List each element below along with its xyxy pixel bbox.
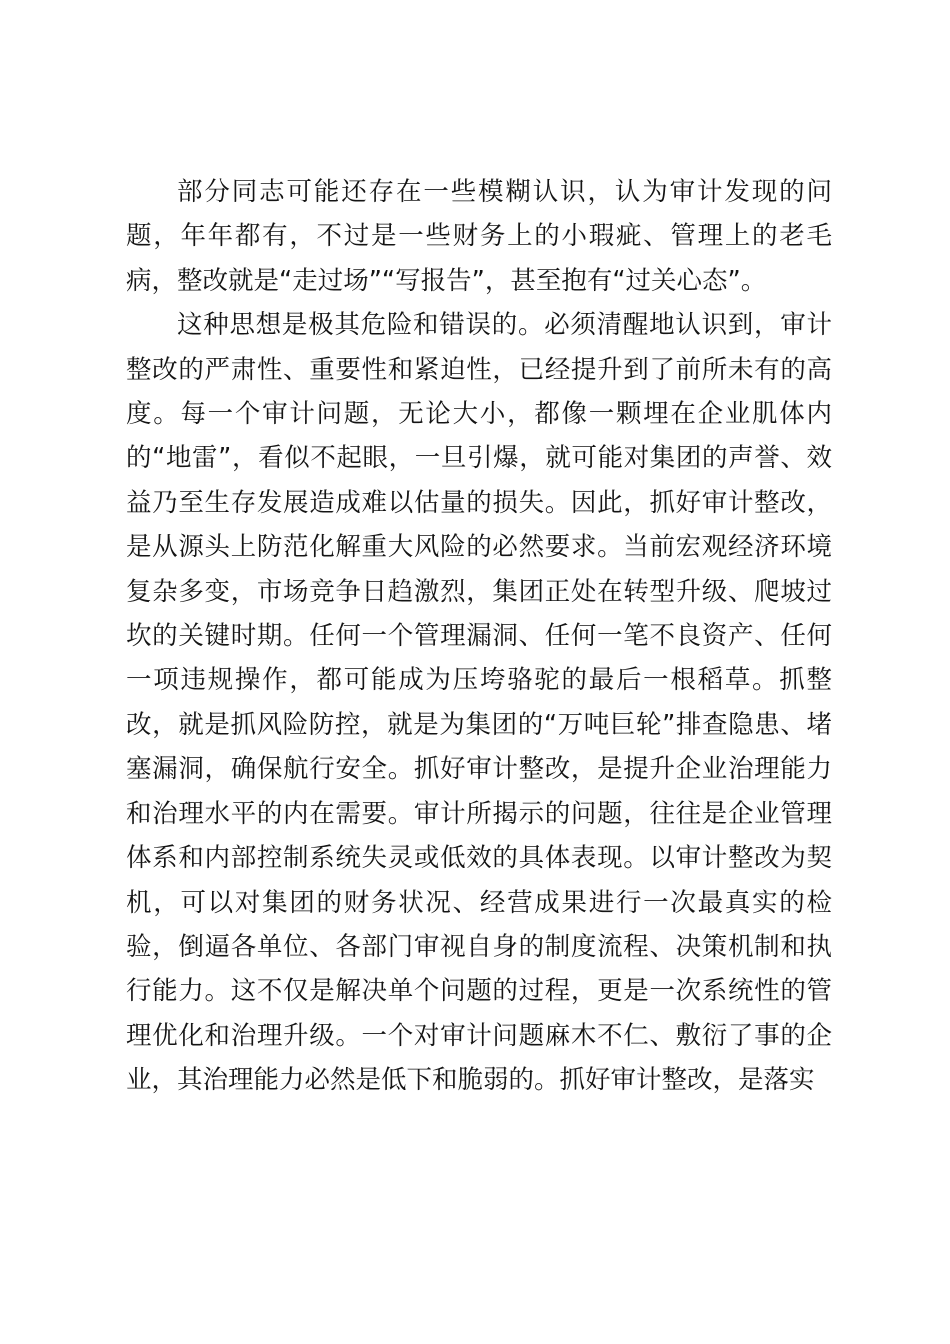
paragraph-1: 部分同志可能还存在一些模糊认识，认为审计发现的问题，年年都有，不过是一些财务上的小瑕疵、管理上的老毛病，整改就是“走过场”“写报告”，甚至抱有“过关心态”。 <box>126 177 832 296</box>
document-body <box>126 170 832 1103</box>
paragraph-2: 这种思想是极其危险和错误的。必须清醒地认识到，审计整改的严肃性、重要性和紧迫性，已经提升到了前所未有的高度。每一个审计问题，无论大小，都像一颗埋在企业肌体内的“地雷”，看似不起眼，一旦引爆，就可能对集团的声誉、效益乃至生存发展造成难以估量的损失。因此，抓好审计整改，是从源头上防范化解重大风险的必然要求。当前宏观经济环境复杂多变，市场竞争日趋激烈，集团正处在转型升级、爬坡过坎的关键时期。任何一个管理漏洞、任何一笔不良资产、任何一项违规操作，都可能成为压垮骆驼的最后一根稻草。抓整改，就是抓风险防控，就是为集团的“万吨巨轮”排查隐患、堵塞漏洞，确保航行安全。抓好审计整改，是提升企业治理能力和治理水平的内在需要。审计所揭示的问题，往往是企业管理体系和内部控制系统失灵或低效的具体表现。以审计整改为契机，可以对集团的财务状况、经营成果进行一次最真实的检验，倒逼各单位、各部门审视自身的制度流程、决策机制和执行能力。这不仅是解决单个问题的过程，更是一次系统性的管理优化和治理升级。一个对审计问题麻木不仁、敷衍了事的企业，其治理能力必然是低下和脆弱的。抓好审计整改，是落实 <box>126 310 832 1096</box>
